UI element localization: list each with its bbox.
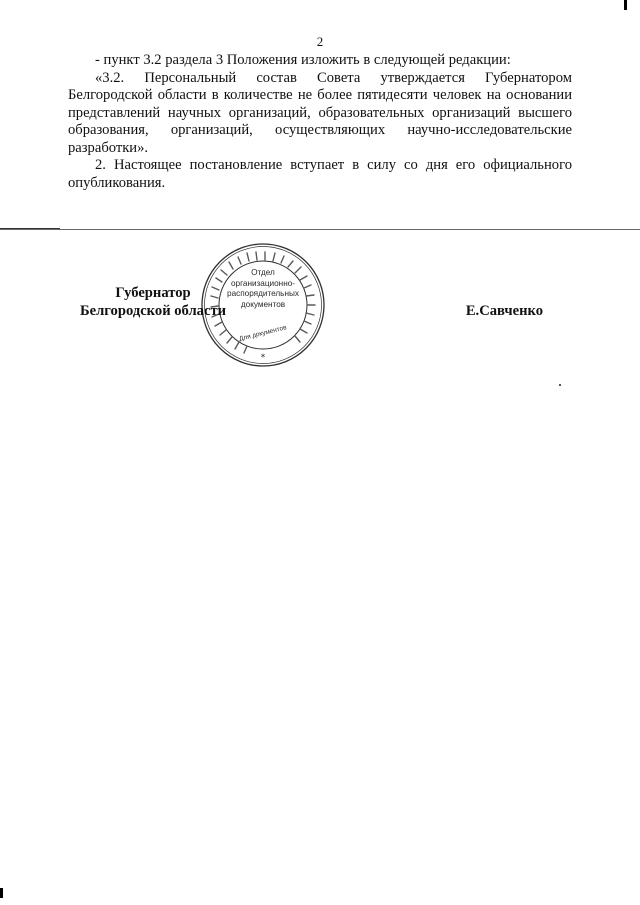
signature-block (0, 284, 640, 324)
signatory-title (78, 284, 228, 320)
page-number: 2 (316, 34, 324, 49)
signatory-name: Е.Савченко (465, 303, 543, 319)
stamp-line: документов (240, 299, 286, 309)
signatory-title-line: Белгородской области (79, 303, 227, 319)
paragraph-effective-date: 2. Настоящее постановление вступает в силу со дня его официального опубликования. (68, 157, 572, 191)
stamp-bottom-text: Для документов (238, 324, 288, 343)
separator-line (0, 229, 640, 230)
stamp-line: организационно- (230, 278, 295, 288)
scan-edge-mark (624, 0, 627, 10)
signatory-title-line: Губернатор (115, 285, 191, 301)
paragraph-amendment-intro: - пункт 3.2 раздела 3 Положения изложить в следующей редакции: (95, 52, 511, 68)
scan-speck (559, 384, 561, 386)
stamp-line: распорядительных (227, 289, 299, 298)
stamp-line: Отдел (251, 268, 275, 277)
stamp-star-icon: * (260, 353, 266, 363)
scan-edge-mark (0, 888, 3, 898)
document-body (68, 52, 572, 192)
paragraph-amendment-text: «3.2. Персональный состав Совета утверждается Губернатором Белгородской области в количестве не более пятидесяти человек на основании представлений научных организаций, образовательных организаций высшего образования, организаций, осуществляющих научно-исследовательские разработки». (68, 69, 572, 156)
